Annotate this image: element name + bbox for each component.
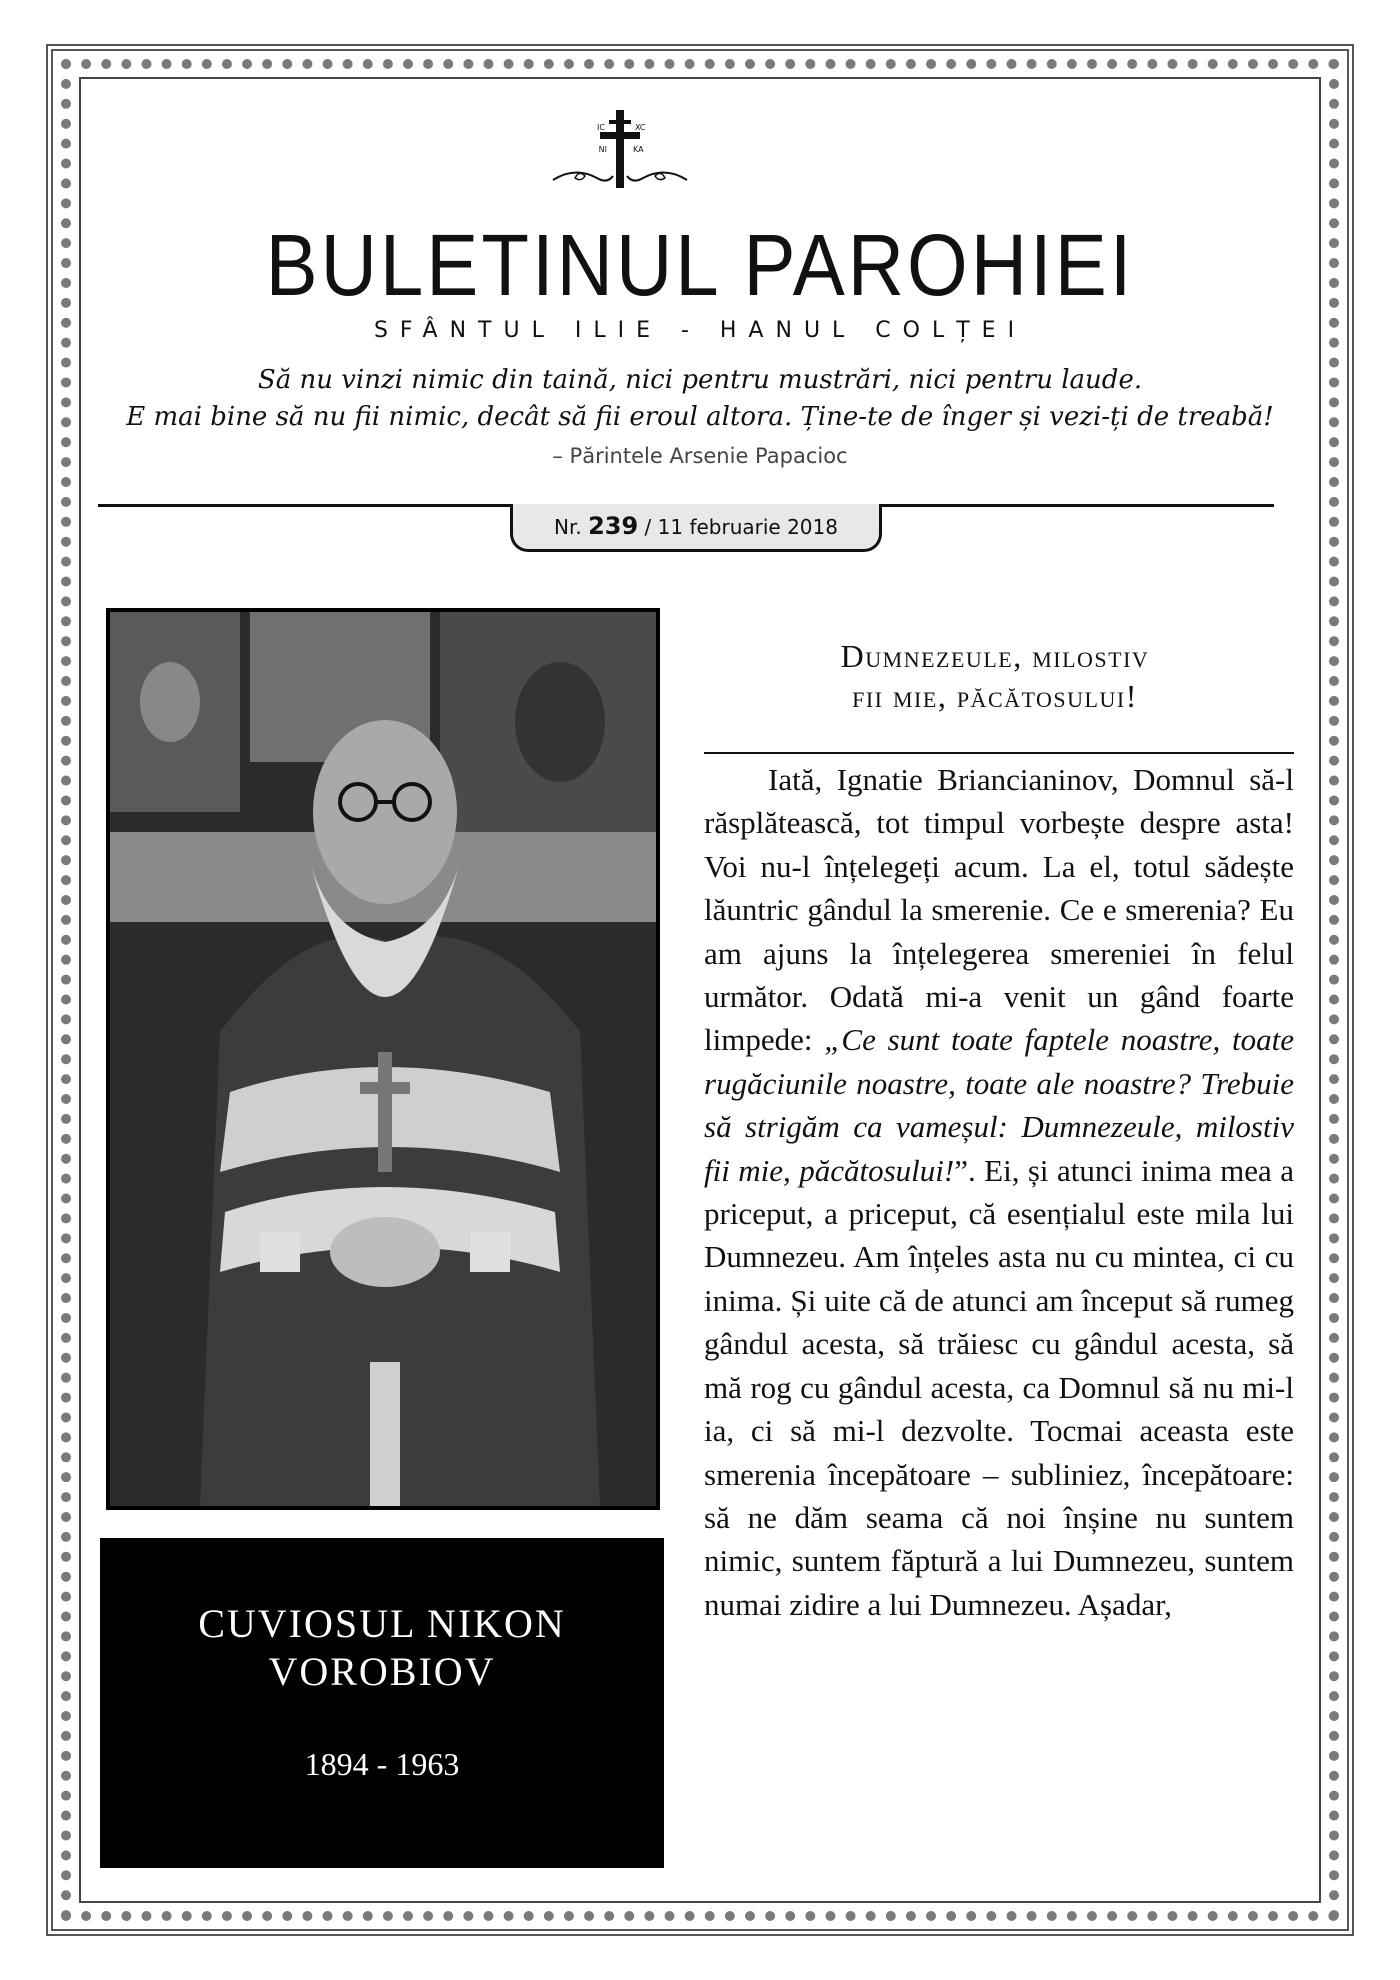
issue-number: 239 xyxy=(588,512,639,540)
header-quote xyxy=(90,362,1310,436)
article-text-end: ”. Ei, și atunci inima mea a priceput, a priceput, că esențialul este mila lui Dumnezeu. Am înțeles asta nu cu mintea, ci cu inima. Și uite că de atunci am început să rumeg gândul acesta, să trăiesc cu gândul acesta, să mă rog cu gândul acesta, ca Domnul să nu mi-l ia, ci să mi-l dezvolte. Tocmai aceasta este smerenia începătoare – subliniez, începătoare: să ne dăm seama că noi înșine nu suntem nimic, suntem făptură a lui Dumnezeu, suntem numai zidire a lui Dumnezeu. Așadar, xyxy=(704,1152,1294,1622)
article-text-start: Iată, Ignatie Briancianinov, Domnul să-l răsplătească, tot timpul vorbește despre asta! Voi nu-l înțelegeți acum. La el, totul sădește lăuntric gândul la smerenie. Ce e smerenia? Eu am ajuns la înțelegerea smereniei în felul următor. Odată mi-a venit un gând foarte limpede: xyxy=(704,762,1294,1058)
portrait-illustration xyxy=(110,612,656,1506)
quote-line-2: E mai bine să nu fii nimic, decât să fii eroul altora. Ține-te de înger și vezi-ți de treabă! xyxy=(126,402,1274,432)
article-title-line-1: Dumnezeule, milostiv xyxy=(840,638,1150,674)
emblem-xc: XC xyxy=(635,123,646,132)
quote-line-1: Să nu vinzi nimic din taină, nici pentru mustrări, nici pentru laude. xyxy=(257,365,1143,395)
parish-subtitle: SFÂNTUL ILIE - HANUL COLȚEI xyxy=(373,318,1027,343)
portrait-photo xyxy=(106,608,660,1510)
orthodox-cross-emblem xyxy=(545,110,695,200)
emblem-ka: KA xyxy=(633,145,644,154)
portrait-caption xyxy=(100,1538,664,1868)
article-title-divider xyxy=(704,752,1294,754)
emblem-ni: NI xyxy=(598,145,607,154)
caption-name-line-2: VOROBIOV xyxy=(268,1649,496,1694)
issue-tab xyxy=(510,504,882,552)
article-body xyxy=(704,758,1294,1868)
bulletin-title: BULETINUL PAROHIEI xyxy=(265,215,1135,315)
issue-separator: / xyxy=(638,515,658,539)
issue-prefix: Nr. xyxy=(554,515,582,539)
quote-author: – Părintele Arsenie Papacioc xyxy=(552,444,848,468)
caption-name xyxy=(100,1600,664,1696)
issue-date: 11 februarie 2018 xyxy=(657,515,838,539)
caption-years: 1894 - 1963 xyxy=(304,1746,460,1782)
article-title-line-2: fii mie, păcătosului! xyxy=(852,678,1138,714)
caption-name-line-1: CUVIOSUL NIKON xyxy=(198,1601,566,1646)
article-title xyxy=(700,636,1290,716)
article-quote-italic: „Ce sunt toate faptele noastre, toate rugăciunile noastre, toate ale noastre? Trebuie să strigăm ca vameșul: Dumnezeule, milostiv fii mie, păcătosului! xyxy=(704,1022,1294,1188)
emblem-ic: IC xyxy=(597,123,605,132)
